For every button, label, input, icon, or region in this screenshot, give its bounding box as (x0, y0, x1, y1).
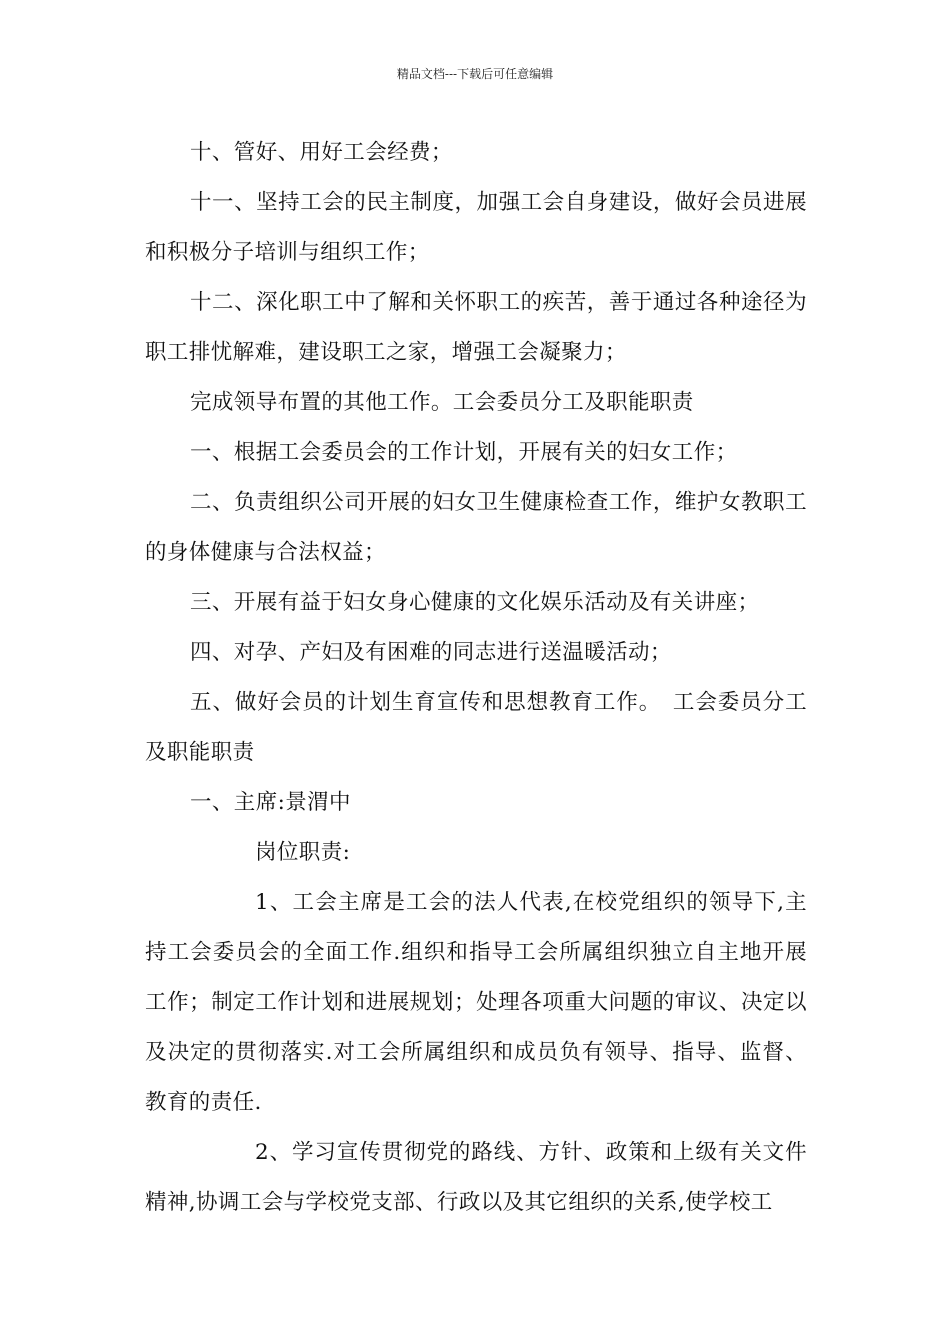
paragraph: 一、根据工会委员会的工作计划，开展有关的妇女工作； (190, 440, 738, 465)
document-body (145, 128, 807, 1228)
paragraph: 二、负责组织公司开展的妇女卫生健康检查工作，维护女教职工的身体健康与合法权益； (145, 490, 807, 565)
paragraph: 1、工会主席是工会的法人代表,在校党组织的领导下,主持工会委员会的全面工作.组织和指导工会所属组织独立自主地开展工作；制定工作计划和进展规划；处理各项重大问题的审议、决定以及决定的贯彻落实.对工会所属组织和成员负有领导、指导、监督、教育的责任. (145, 890, 807, 1115)
paragraph: 岗位职责: (255, 840, 351, 865)
paragraph: 一、主席:景渭中 (190, 790, 351, 815)
paragraph: 2、学习宣传贯彻党的路线、方针、政策和上级有关文件精神,协调工会与学校党支部、行政以及其它组织的关系,使学校工 (145, 1140, 807, 1215)
paragraph: 四、对孕、产妇及有困难的同志进行送温暖活动； (190, 640, 672, 665)
paragraph: 三、开展有益于妇女身心健康的文化娱乐活动及有关讲座； (190, 590, 760, 615)
paragraph: 十一、坚持工会的民主制度，加强工会自身建设，做好会员进展和积极分子培训与组织工作； (145, 190, 807, 265)
paragraph: 十、管好、用好工会经费； (190, 140, 453, 165)
page-header: 精品文档---下载后可任意编辑 (396, 67, 554, 81)
paragraph: 十二、深化职工中了解和关怀职工的疾苦，善于通过各种途径为职工排忧解难，建设职工之家，增强工会凝聚力； (145, 290, 807, 365)
paragraph: 五、做好会员的计划生育宣传和思想教育工作。 工会委员分工及职能职责 (145, 690, 807, 765)
paragraph: 完成领导布置的其他工作。工会委员分工及职能职责 (190, 390, 694, 415)
